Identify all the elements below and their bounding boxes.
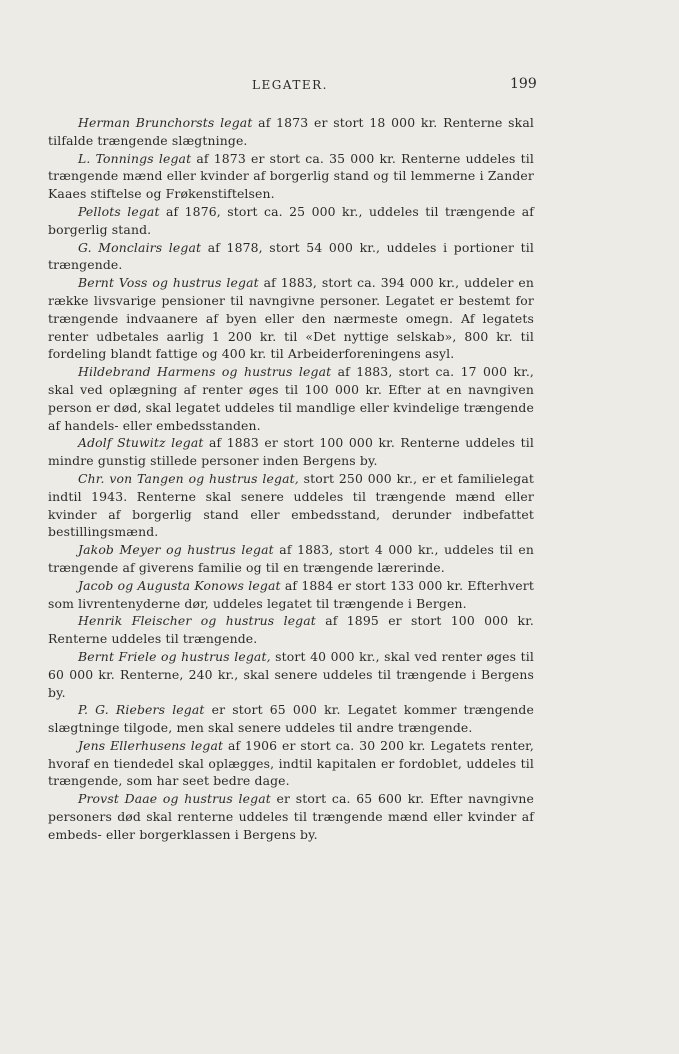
legacy-description: af 1883, stort ca. 394 000 kr., uddeler en række livsvarige pensioner til navngivne personer. Legatet er bestemt for trængende indvaanere af byen eller den nærmeste omegn. Af legatets renter udbetales aarlig 1 200 kr. til «Det nyttige selskab», 800 kr. til fordeling blandt fattige og 400 kr. til Arbeiderforeningens asyl. (48, 275, 534, 362)
legacy-name: Bernt Friele og hustrus legat, (78, 648, 271, 664)
legacy-name: Henrik Fleischer og hustrus legat (78, 613, 316, 629)
legacy-entry (48, 363, 534, 434)
legacy-entry (48, 701, 534, 737)
legacy-description: af 1883 er stort 100 000 kr. Renterne uddeles til mindre gunstig stillede personer inden Bergens by. (48, 435, 534, 469)
body-text (48, 114, 534, 844)
legacy-description: af 1873 er stort ca. 35 000 kr. Renterne uddeles til trængende mænd eller kvinder af borgerlig stand og til lemmerne i Zander Kaaes stiftelse og Frøkenstiftelsen. (48, 150, 534, 202)
legacy-description: af 1878, stort 54 000 kr., uddeles i portioner til trængende. (48, 239, 534, 273)
legacy-name: Provst Daae og hustrus legat (78, 791, 271, 807)
legacy-name: Adolf Stuwitz legat (78, 435, 204, 451)
legacy-name: Jakob Meyer og hustrus legat (78, 542, 274, 558)
legacy-description: af 1895 er stort 100 000 kr. Renterne uddeles til trængende. (48, 613, 534, 647)
legacy-description: stort 250 000 kr., er et familielegat indtil 1943. Renterne skal senere uddeles til trængende mænd eller kvinder af borgerlig stand eller embedsstand, derunder indbefattet bestillingsmænd. (48, 470, 534, 540)
legacy-description: stort 40 000 kr., skal ved renter øges til 60 000 kr. Renterne, 240 kr., skal senere uddeles til trængende i Bergens by. (48, 648, 534, 700)
running-head (0, 78, 679, 98)
page-number: 199 (510, 76, 537, 92)
legacy-name: Herman Brunchorsts legat (78, 115, 253, 130)
legacy-description: af 1883, stort 4 000 kr., uddeles til en trængende af giverens familie og til en trængende lærerinde. (48, 542, 534, 575)
legacy-description: af 1876, stort ca. 25 000 kr., uddeles til trængende af borgerlig stand. (48, 203, 534, 237)
legacy-entry (48, 737, 534, 790)
legacy-name: Hildebrand Harmens og hustrus legat (78, 364, 332, 380)
legacy-entry (48, 790, 534, 843)
legacy-entry (48, 150, 534, 203)
legacy-name: Jacob og Augusta Konows legat (78, 577, 281, 593)
legacy-entry (48, 577, 534, 613)
legacy-description: er stort 65 000 kr. Legatet kommer trængende slægtninge tilgode, men skal senere uddeles til andre trængende. (48, 702, 534, 736)
legacy-entry (48, 470, 534, 541)
legacy-entry (48, 434, 534, 470)
legacy-name: Chr. von Tangen og hustrus legat, (78, 470, 299, 486)
legacy-description: af 1906 er stort ca. 30 200 kr. Legatets renter, hvoraf en tiendedel skal oplægges, indtil kapitalen er fordoblet, uddeles til trængende, som har seet bedre dage. (48, 737, 534, 789)
legacy-description: af 1873 er stort 18 000 kr. Renterne skal tilfalde trængende slægtninge. (48, 115, 534, 148)
legacy-entry (48, 648, 534, 701)
legacy-name: G. Monclairs legat (78, 239, 202, 255)
legacy-entry (48, 541, 534, 577)
legacy-description: af 1883, stort ca. 17 000 kr., skal ved oplægning af renter øges til 100 000 kr. Efter at en navngiven person er død, skal legatet uddeles til mandlige eller kvindelige trængende af handels- eller embedsstanden. (48, 364, 534, 433)
legacy-name: Jens Ellerhusens legat (78, 737, 224, 753)
legacy-entry (48, 203, 534, 239)
legacy-entry (48, 612, 534, 648)
legacy-entry (48, 274, 534, 363)
running-head-title: LEGATER. (252, 78, 328, 92)
legacy-name: Bernt Voss og hustrus legat (78, 275, 259, 291)
legacy-name: L. Tonnings legat (78, 150, 192, 166)
legacy-name: P. G. Riebers legat (78, 702, 205, 718)
legacy-name: Pellots legat (78, 203, 160, 219)
legacy-description: er stort ca. 65 600 kr. Efter navngivne personers død skal renterne uddeles til trængende mænd eller kvinder af embeds- eller borgerklassen i Bergens by. (48, 791, 534, 842)
legacy-entry (48, 114, 534, 150)
legacy-entry (48, 239, 534, 275)
legacy-description: af 1884 er stort 133 000 kr. Efterhvert som livrentenyderne dør, uddeles legatet til trængende i Bergen. (48, 577, 534, 611)
